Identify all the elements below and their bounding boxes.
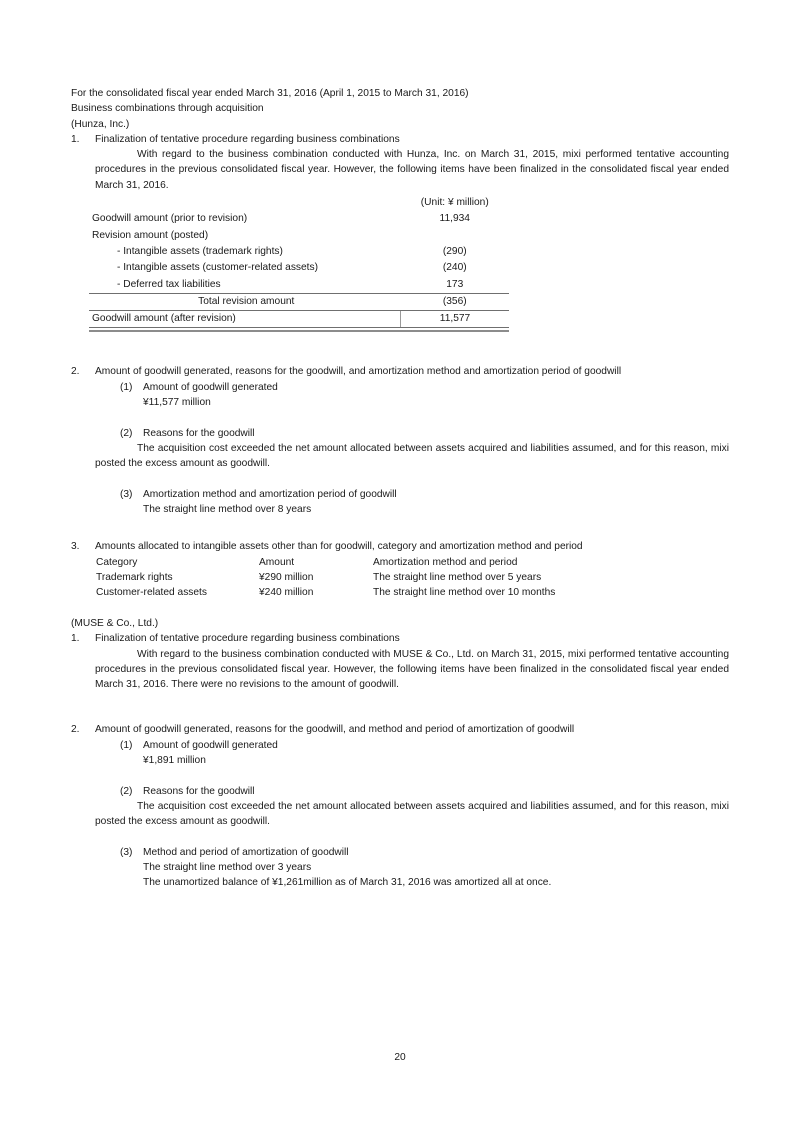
cell-category: Trademark rights [96, 572, 173, 584]
hunza-item-2-title: Amount of goodwill generated, reasons for the goodwill, and amortization method and amortization period of goodwill [95, 366, 622, 378]
table-row [96, 585, 713, 600]
sub-body: ¥1,891 million [143, 754, 206, 766]
cell-amount: ¥290 million [259, 572, 314, 584]
spacer [71, 517, 729, 539]
cell-amount: ¥240 million [259, 587, 314, 599]
table-row [89, 260, 509, 276]
table-row-final [89, 311, 509, 328]
hunza-item-2-sub-3 [120, 487, 729, 518]
business-combinations-heading: Business combinations through acquisition [71, 103, 264, 115]
hunza-item-2 [71, 364, 729, 517]
hunza-item-1-marker: 1. [71, 133, 80, 145]
sub-marker: (2) [120, 785, 133, 797]
sub-body-line-1: The straight line method over 3 years [143, 862, 312, 874]
sub-body: ¥11,577 million [143, 397, 211, 409]
sub-title: Reasons for the goodwill [143, 785, 255, 797]
row-label: - Intangible assets (trademark rights) [117, 245, 283, 257]
sub-body: The straight line method over 8 years [143, 504, 312, 516]
sub-title: Amount of goodwill generated [143, 381, 278, 393]
total-label: Total revision amount [89, 293, 401, 310]
muse-item-2 [71, 722, 729, 890]
muse-item-1-marker: 1. [71, 633, 80, 645]
cell-method: The straight line method over 10 months [373, 587, 556, 599]
spacer [71, 601, 729, 616]
muse-item-2-sub-2 [120, 784, 729, 799]
row-amount: (240) [442, 262, 467, 274]
hunza-company-heading: (Hunza, Inc.) [71, 118, 130, 130]
column-header-method: Amortization method and period [373, 556, 518, 568]
table-row [89, 244, 509, 260]
sub-title: Amortization method and amortization period of goodwill [143, 488, 397, 500]
table-row [89, 228, 509, 244]
sub-marker: (1) [120, 381, 133, 393]
table-row-unit [89, 195, 509, 211]
hunza-item-1 [71, 132, 729, 193]
column-header-category: Category [96, 556, 138, 568]
table-row [96, 570, 713, 585]
hunza-item-2-marker: 2. [71, 366, 80, 378]
hunza-item-1-body: With regard to the business combination conducted with Hunza, Inc. on March 31, 2015, mixi performed tentative accounting procedures in the previous consolidated fiscal year. However, the following items have been finalized in the consolidated fiscal year ended March 31, 2016. [95, 149, 729, 191]
muse-item-1-body: With regard to the business combination conducted with MUSE & Co., Ltd. on March 31, 2015, mixi performed tentative accounting procedures in the previous consolidated fiscal year. However, the following items have been finalized in the consolidated fiscal year ended March 31, 2016. There were no revisions to the amount of goodwill. [95, 648, 729, 691]
row-amount: (290) [442, 245, 467, 257]
table-row [89, 211, 509, 227]
spacer [95, 768, 729, 783]
sub-body-line-2: The unamortized balance of ¥1,261million as of March 31, 2016 was amortized all at once. [143, 877, 552, 889]
hunza-item-1-title: Finalization of tentative procedure regarding business combinations [95, 133, 400, 145]
muse-item-2-marker: 2. [71, 724, 80, 736]
muse-item-2-sub-1 [120, 738, 729, 769]
hunza-item-2-sub-2 [120, 426, 729, 441]
page-number: 20 [394, 1052, 406, 1063]
hunza-item-2-sub-1 [120, 380, 729, 411]
row-label: Goodwill amount (prior to revision) [92, 213, 248, 225]
column-header-amount: Amount [259, 556, 295, 568]
sub-marker: (1) [120, 739, 133, 751]
hunza-item-2-sub-2-body: The acquisition cost exceeded the net amount allocated between assets acquired and liabilities assumed, and for this reason, mixi posted the excess amount as goodwill. [95, 442, 729, 470]
cell-category: Customer-related assets [96, 587, 207, 599]
hunza-item-3-title: Amounts allocated to intangible assets other than for goodwill, category and amortization method and period [95, 541, 583, 553]
row-label: Revision amount (posted) [92, 229, 209, 241]
row-amount: 11,934 [439, 213, 470, 225]
spacer [95, 472, 729, 487]
cell-method: The straight line method over 5 years [373, 572, 542, 584]
sub-title: Reasons for the goodwill [143, 427, 255, 439]
sub-marker: (2) [120, 427, 133, 439]
table-row [89, 277, 509, 294]
row-amount [401, 228, 510, 244]
hunza-item-3 [71, 539, 729, 554]
unit-spacer [89, 195, 401, 211]
muse-item-2-sub-2-body: The acquisition cost exceeded the net amount allocated between assets acquired and liabilities assumed, and for this reason, mixi posted the excess amount as goodwill. [95, 800, 729, 828]
muse-item-2-title: Amount of goodwill generated, reasons for the goodwill, and method and period of amortization of goodwill [95, 724, 575, 736]
total-amount: (356) [401, 293, 510, 310]
final-label: Goodwill amount (after revision) [89, 311, 401, 328]
unit-label: (Unit: ¥ million) [420, 197, 489, 209]
spacer [95, 829, 729, 844]
muse-item-1 [71, 631, 729, 692]
document-body [71, 86, 729, 891]
muse-company-heading: (MUSE & Co., Ltd.) [71, 617, 159, 629]
goodwill-revision-table [89, 195, 509, 328]
final-amount: 11,577 [401, 311, 510, 328]
table-row-total [89, 293, 509, 310]
row-label: - Deferred tax liabilities [117, 278, 221, 290]
sub-marker: (3) [120, 846, 133, 858]
hunza-item-3-marker: 3. [71, 541, 80, 553]
sub-marker: (3) [120, 488, 133, 500]
row-amount: 173 [446, 278, 464, 290]
row-label: - Intangible assets (customer-related assets) [117, 262, 319, 274]
muse-item-1-title: Finalization of tentative procedure regarding business combinations [95, 633, 400, 645]
table-header-row [96, 555, 713, 570]
spacer [71, 692, 729, 722]
fiscal-year-heading: For the consolidated fiscal year ended March 31, 2016 (April 1, 2015 to March 31, 2016) [71, 88, 469, 99]
sub-title: Method and period of amortization of goodwill [143, 846, 349, 858]
muse-item-2-sub-3 [120, 845, 729, 891]
spacer [95, 410, 729, 425]
intangible-assets-table [96, 555, 713, 601]
sub-title: Amount of goodwill generated [143, 739, 278, 751]
spacer [71, 334, 729, 364]
